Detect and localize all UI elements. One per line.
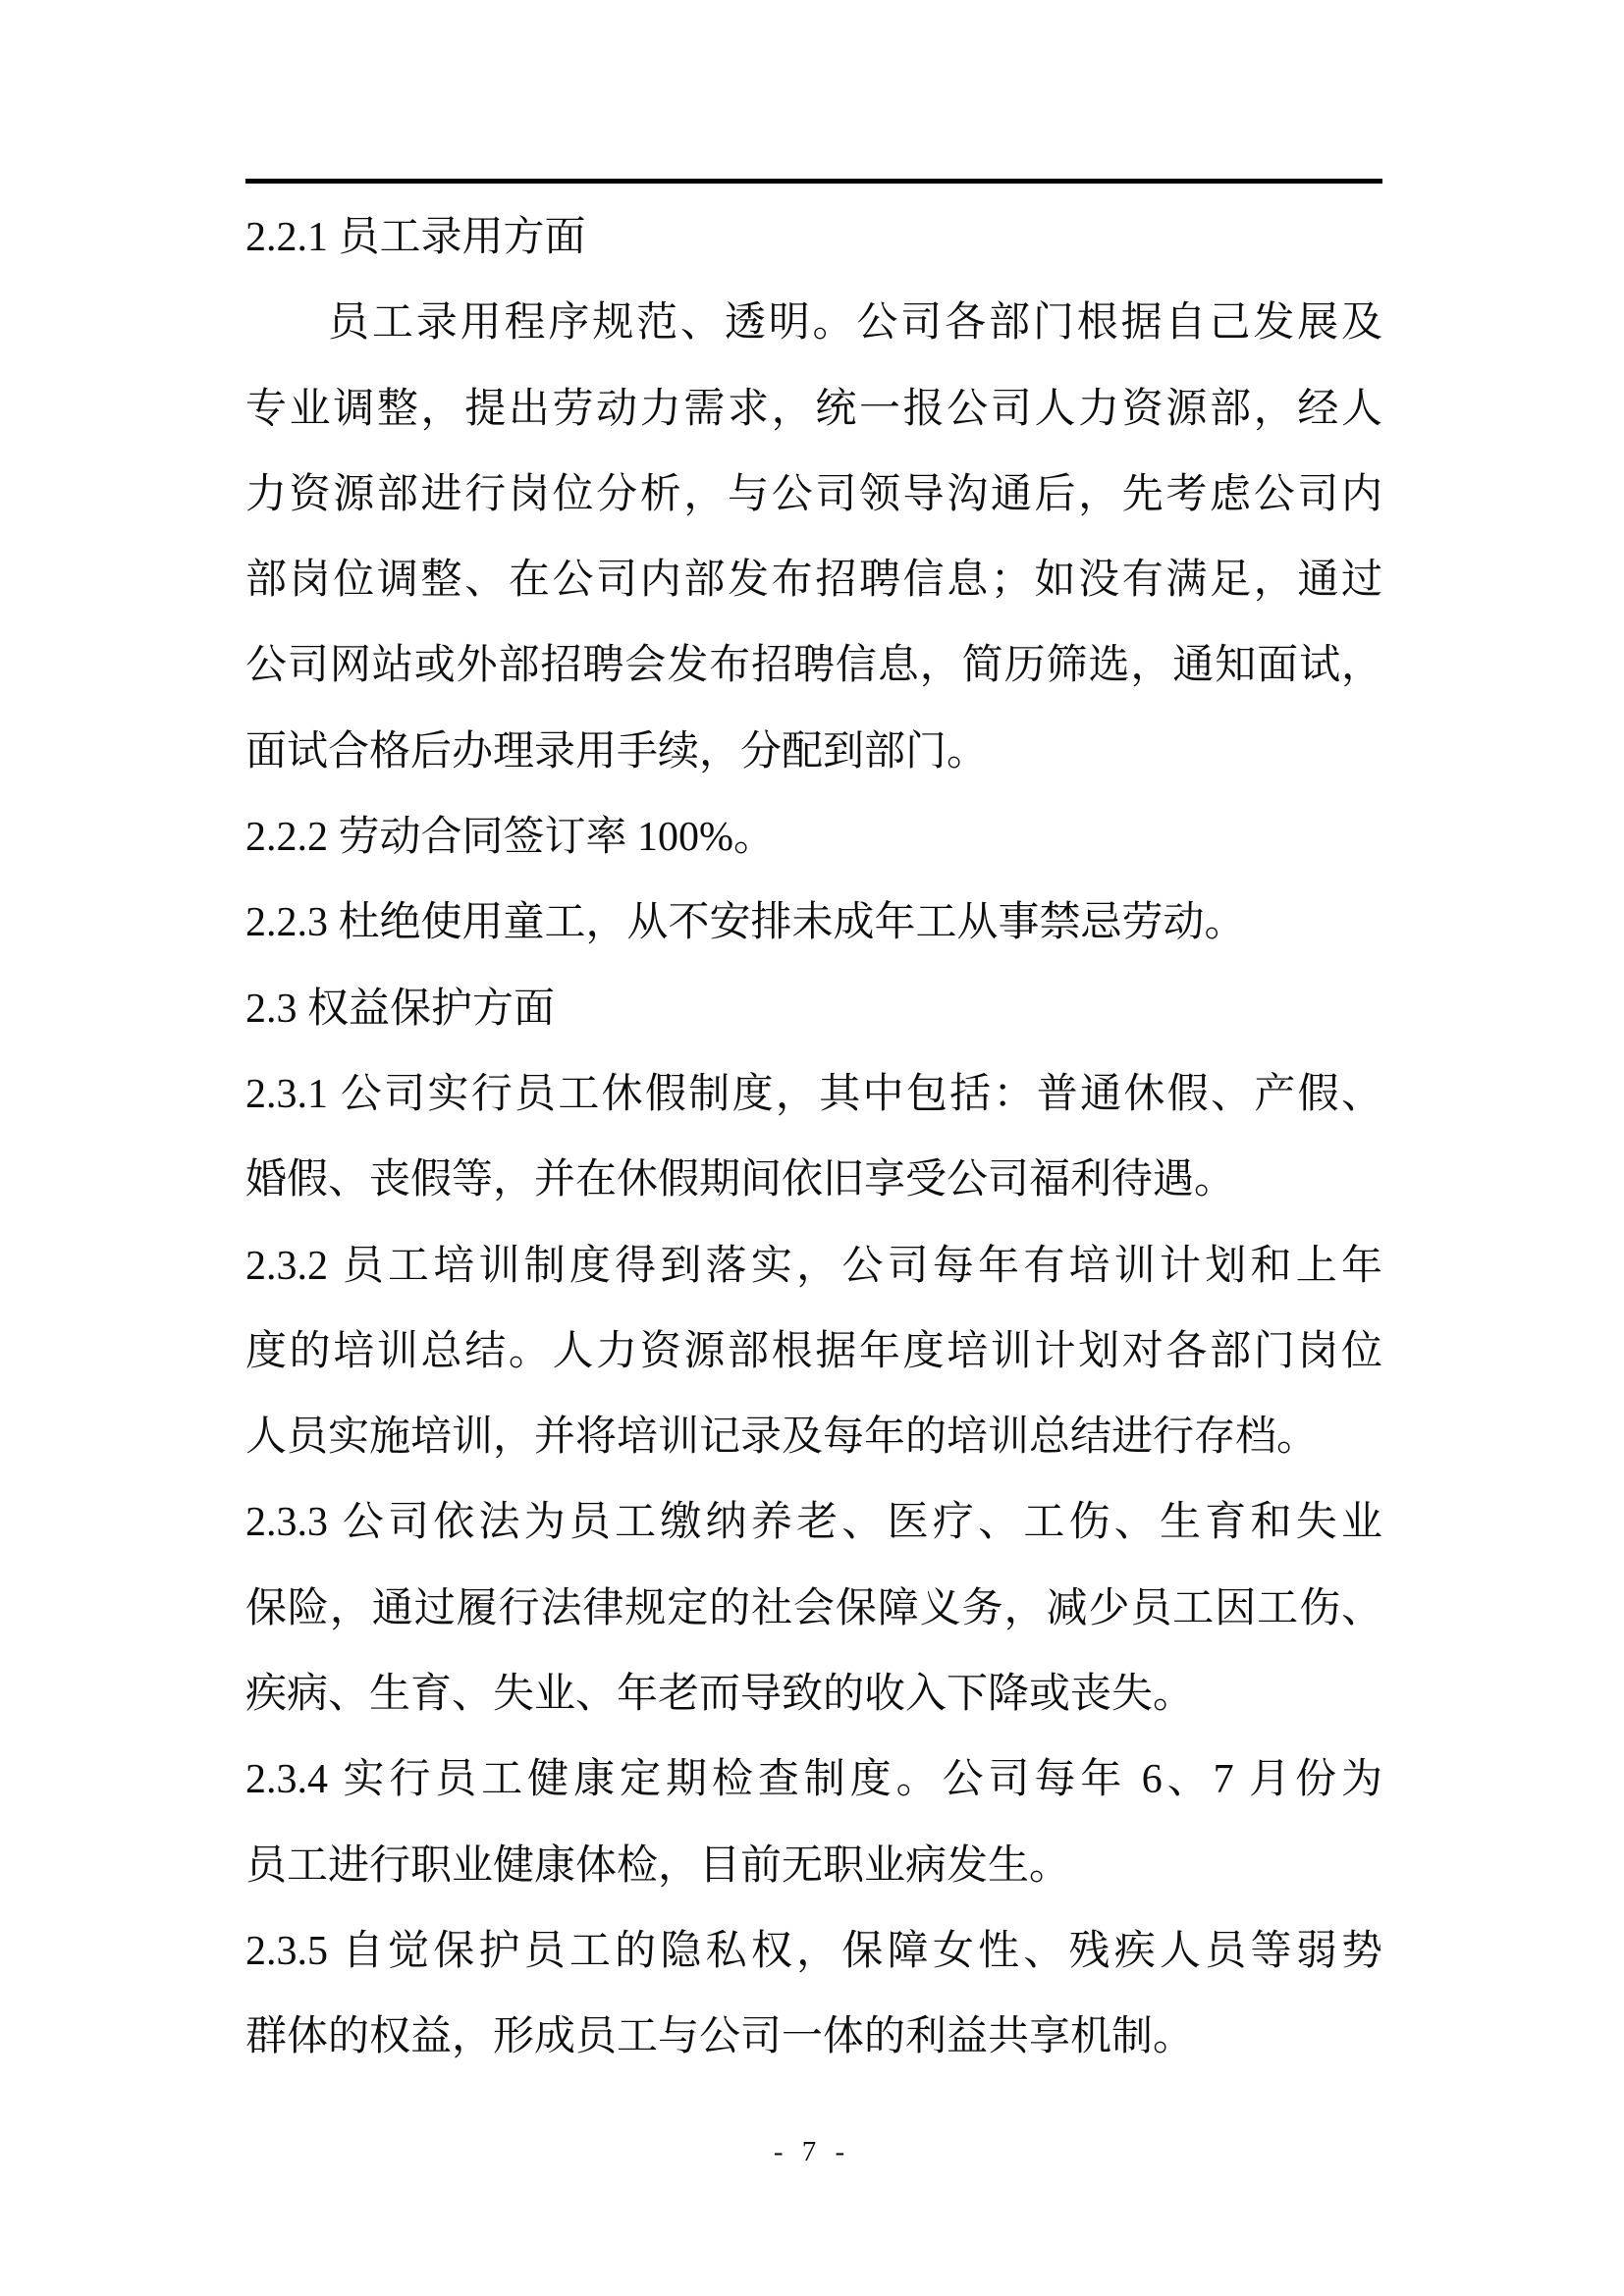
- text-line: 人员实施培训，并将培训记录及每年的培训总结进行存档。: [245, 1415, 1319, 1461]
- text-line: 部岗位调整、在公司内部发布招聘信息；如没有满足，通过: [245, 558, 1382, 604]
- text-line: 面试合格后办理录用手续，分配到部门。: [245, 728, 989, 774]
- text-line: 2.2.2 劳动合同签订率 100%。: [245, 815, 775, 861]
- text-line: 员工进行职业健康体检，目前无职业病发生。: [245, 1842, 1071, 1889]
- text-line: 公司网站或外部招聘会发布招聘信息，简历筛选，通知面试，: [245, 643, 1382, 689]
- header-rule: [245, 179, 1382, 184]
- page-number: - 7 -: [773, 2136, 851, 2167]
- text-line: 保险，通过履行法律规定的社会保障义务，减少员工因工伤、: [245, 1585, 1382, 1631]
- text-line: 力资源部进行岗位分析，与公司领导沟通后，先考虑公司内: [245, 471, 1382, 517]
- text-line: 婚假、丧假等，并在休假期间依旧享受公司福利待遇。: [245, 1157, 1236, 1203]
- text-line: 2.2.1 员工录用方面: [245, 215, 586, 260]
- text-line: 专业调整，提出劳动力需求，统一报公司人力资源部，经人: [245, 386, 1382, 432]
- text-line: 疾病、生育、失业、年老而导致的收入下降或丧失。: [245, 1672, 1195, 1718]
- page-footer: [0, 2128, 1624, 2175]
- text-line: 群体的权益，形成员工与公司一体的利益共享机制。: [245, 2014, 1195, 2060]
- text-line: 2.3.2 员工培训制度得到落实，公司每年有培训计划和上年: [245, 1243, 1382, 1289]
- text-line: 2.3.5 自觉保护员工的隐私权，保障女性、残疾人员等弱势: [245, 1928, 1382, 1974]
- text-line: 2.3.4 实行员工健康定期检查制度。公司每年 6、7 月份为: [245, 1757, 1382, 1803]
- document-body: [245, 195, 1382, 2081]
- text-line: 2.2.3 杜绝使用童工，从不安排未成年工从事禁忌劳动。: [245, 900, 1246, 946]
- text-line: 度的培训总结。人力资源部根据年度培训计划对各部门岗位: [245, 1328, 1382, 1374]
- text-line: 2.3 权益保护方面: [245, 986, 556, 1032]
- text-line: 员工录用程序规范、透明。公司各部门根据自己发展及: [328, 300, 1382, 347]
- text-line: 2.3.1 公司实行员工休假制度，其中包括：普通休假、产假、: [245, 1071, 1382, 1117]
- text-line: 2.3.3 公司依法为员工缴纳养老、医疗、工伤、生育和失业: [245, 1500, 1382, 1546]
